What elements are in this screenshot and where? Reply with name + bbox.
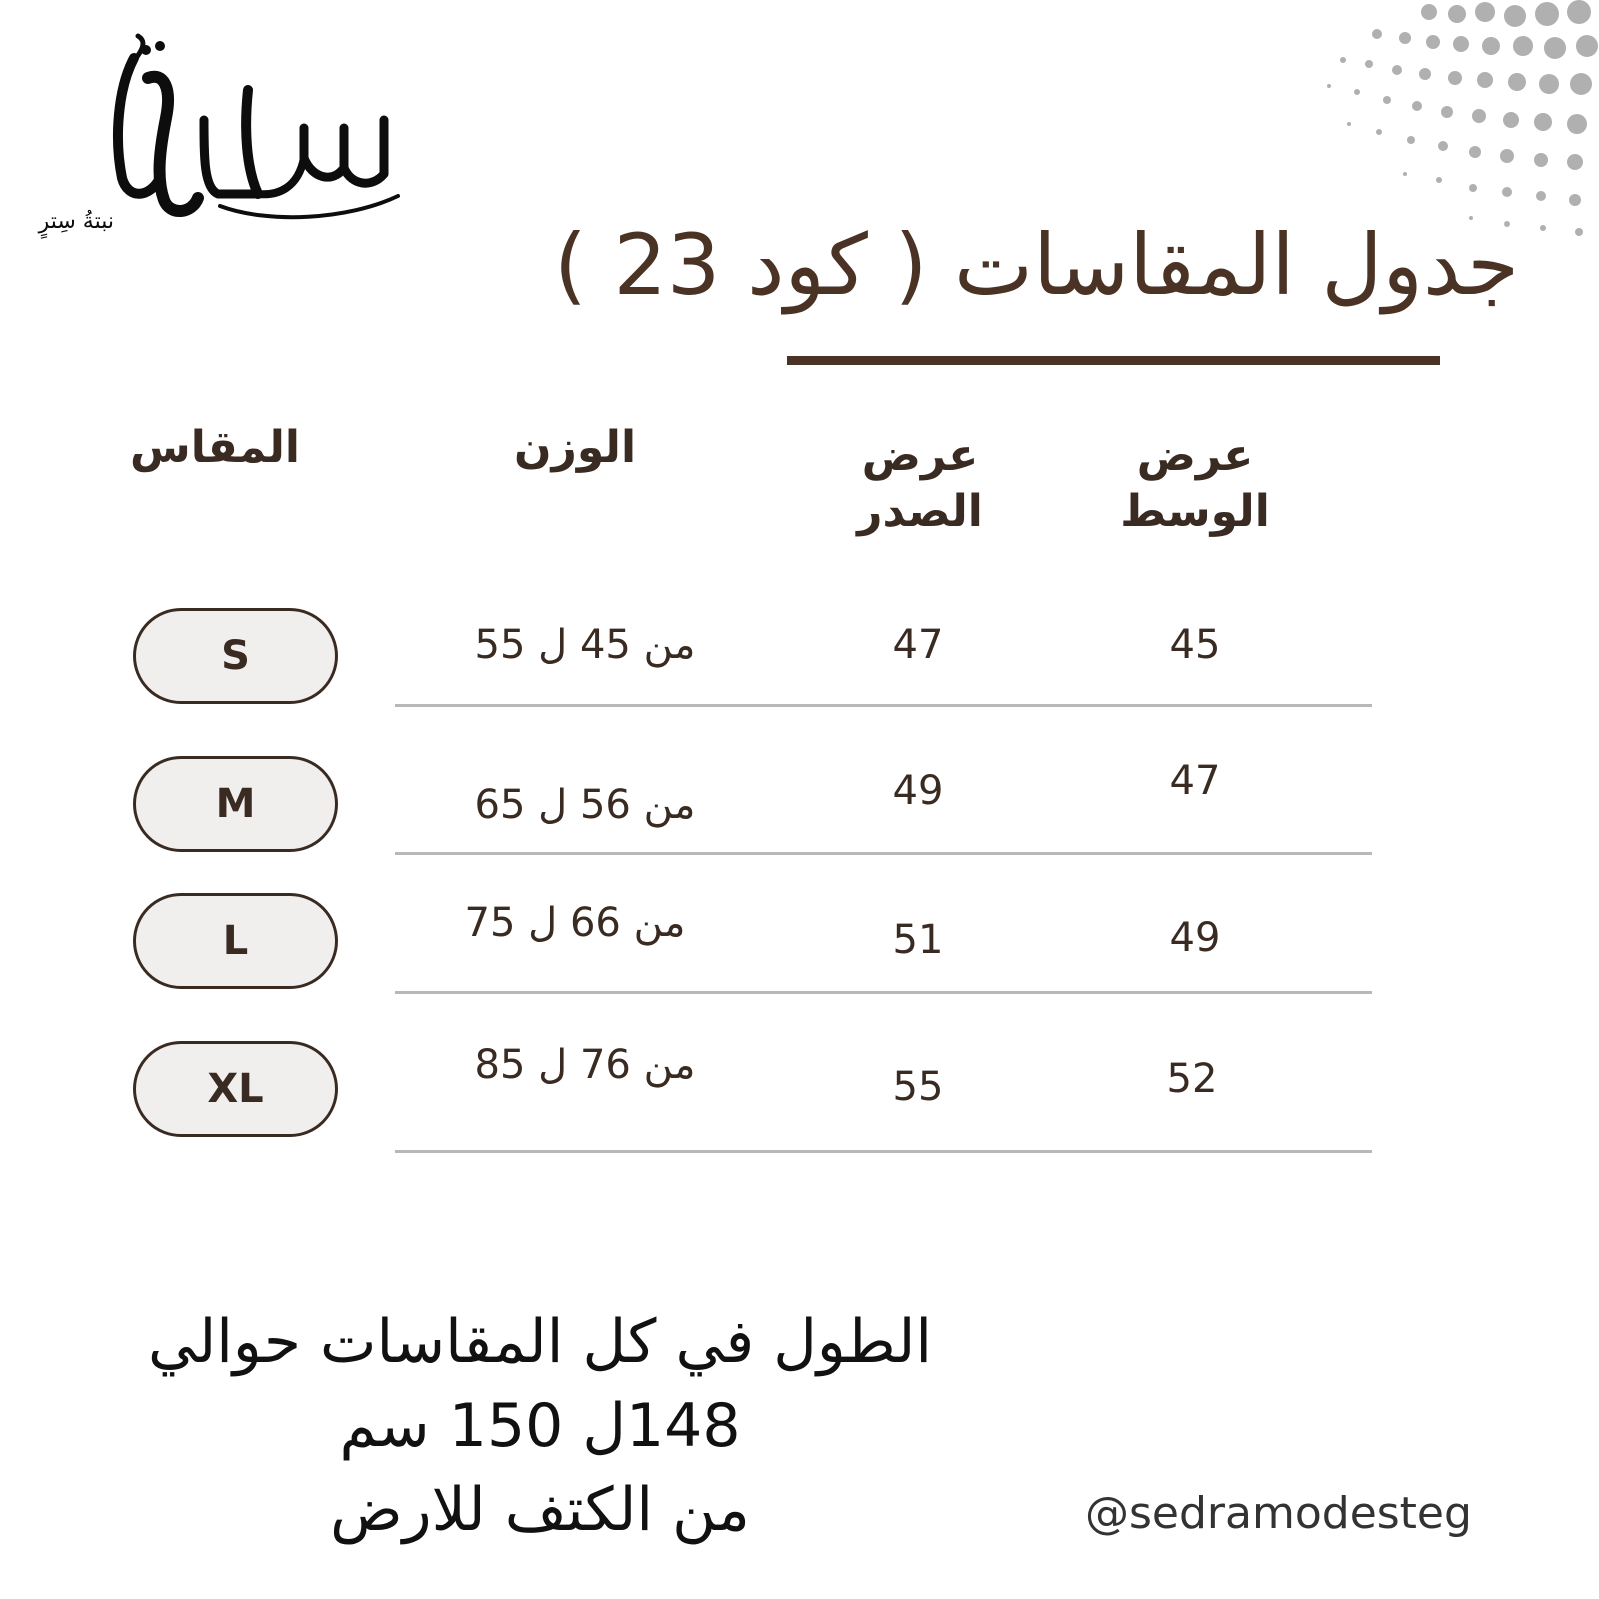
chest-cell-m: 49: [892, 768, 944, 814]
waist-cell-xl: 52: [1166, 1056, 1218, 1102]
column-header-chest-line1: عرض: [861, 430, 979, 481]
weight-cell-xl: من 76 ل 85: [474, 1042, 696, 1088]
column-header-chest-line2: الصدر: [857, 486, 983, 537]
social-handle: @sedramodesteg: [1085, 1488, 1472, 1539]
size-badge-l: L: [133, 893, 338, 989]
title-underline: [787, 356, 1440, 365]
weight-cell-s: من 45 ل 55: [474, 622, 696, 668]
length-note-line1: الطول في كل المقاسات حوالي: [147, 1307, 933, 1377]
waist-cell-s: 45: [1169, 622, 1221, 668]
brand-logo: [38, 28, 418, 243]
size-badge-s: S: [133, 608, 338, 704]
waist-cell-l: 49: [1169, 915, 1221, 961]
column-header-size-label: المقاس: [129, 422, 300, 473]
column-header-waist-line1: عرض: [1136, 430, 1254, 481]
brand-tagline: نبتةُ سِترٍ: [38, 209, 114, 234]
column-header-weight: [490, 420, 660, 476]
column-header-waist-line2: الوسط: [1120, 486, 1270, 537]
chest-cell-l: 51: [892, 917, 944, 963]
column-header-size: [120, 420, 310, 476]
length-note-line3: من الكتف للارض: [330, 1475, 750, 1545]
brand-logo-wordmark: [38, 28, 418, 243]
page-title: جدول المقاسات ( كود 23 ): [554, 216, 1519, 314]
column-header-waist: [1110, 428, 1280, 540]
chest-cell-xl: 55: [892, 1064, 944, 1110]
size-badge-xl: XL: [133, 1041, 338, 1137]
column-header-weight-label: الوزن: [513, 422, 637, 473]
column-header-chest: [840, 428, 1000, 540]
size-badge-m: M: [133, 756, 338, 852]
row-divider-s: [395, 704, 1372, 707]
row-divider-xl: [395, 1150, 1372, 1153]
length-note: [120, 1300, 960, 1552]
chest-cell-s: 47: [892, 622, 944, 668]
halftone-dots-decoration: [1279, 0, 1599, 240]
row-divider-m: [395, 852, 1372, 855]
row-divider-l: [395, 991, 1372, 994]
weight-cell-l: من 66 ل 75: [464, 900, 686, 946]
waist-cell-m: 47: [1169, 758, 1221, 804]
length-note-line2: 148ل 150 سم: [339, 1391, 741, 1461]
weight-cell-m: من 56 ل 65: [474, 782, 696, 828]
